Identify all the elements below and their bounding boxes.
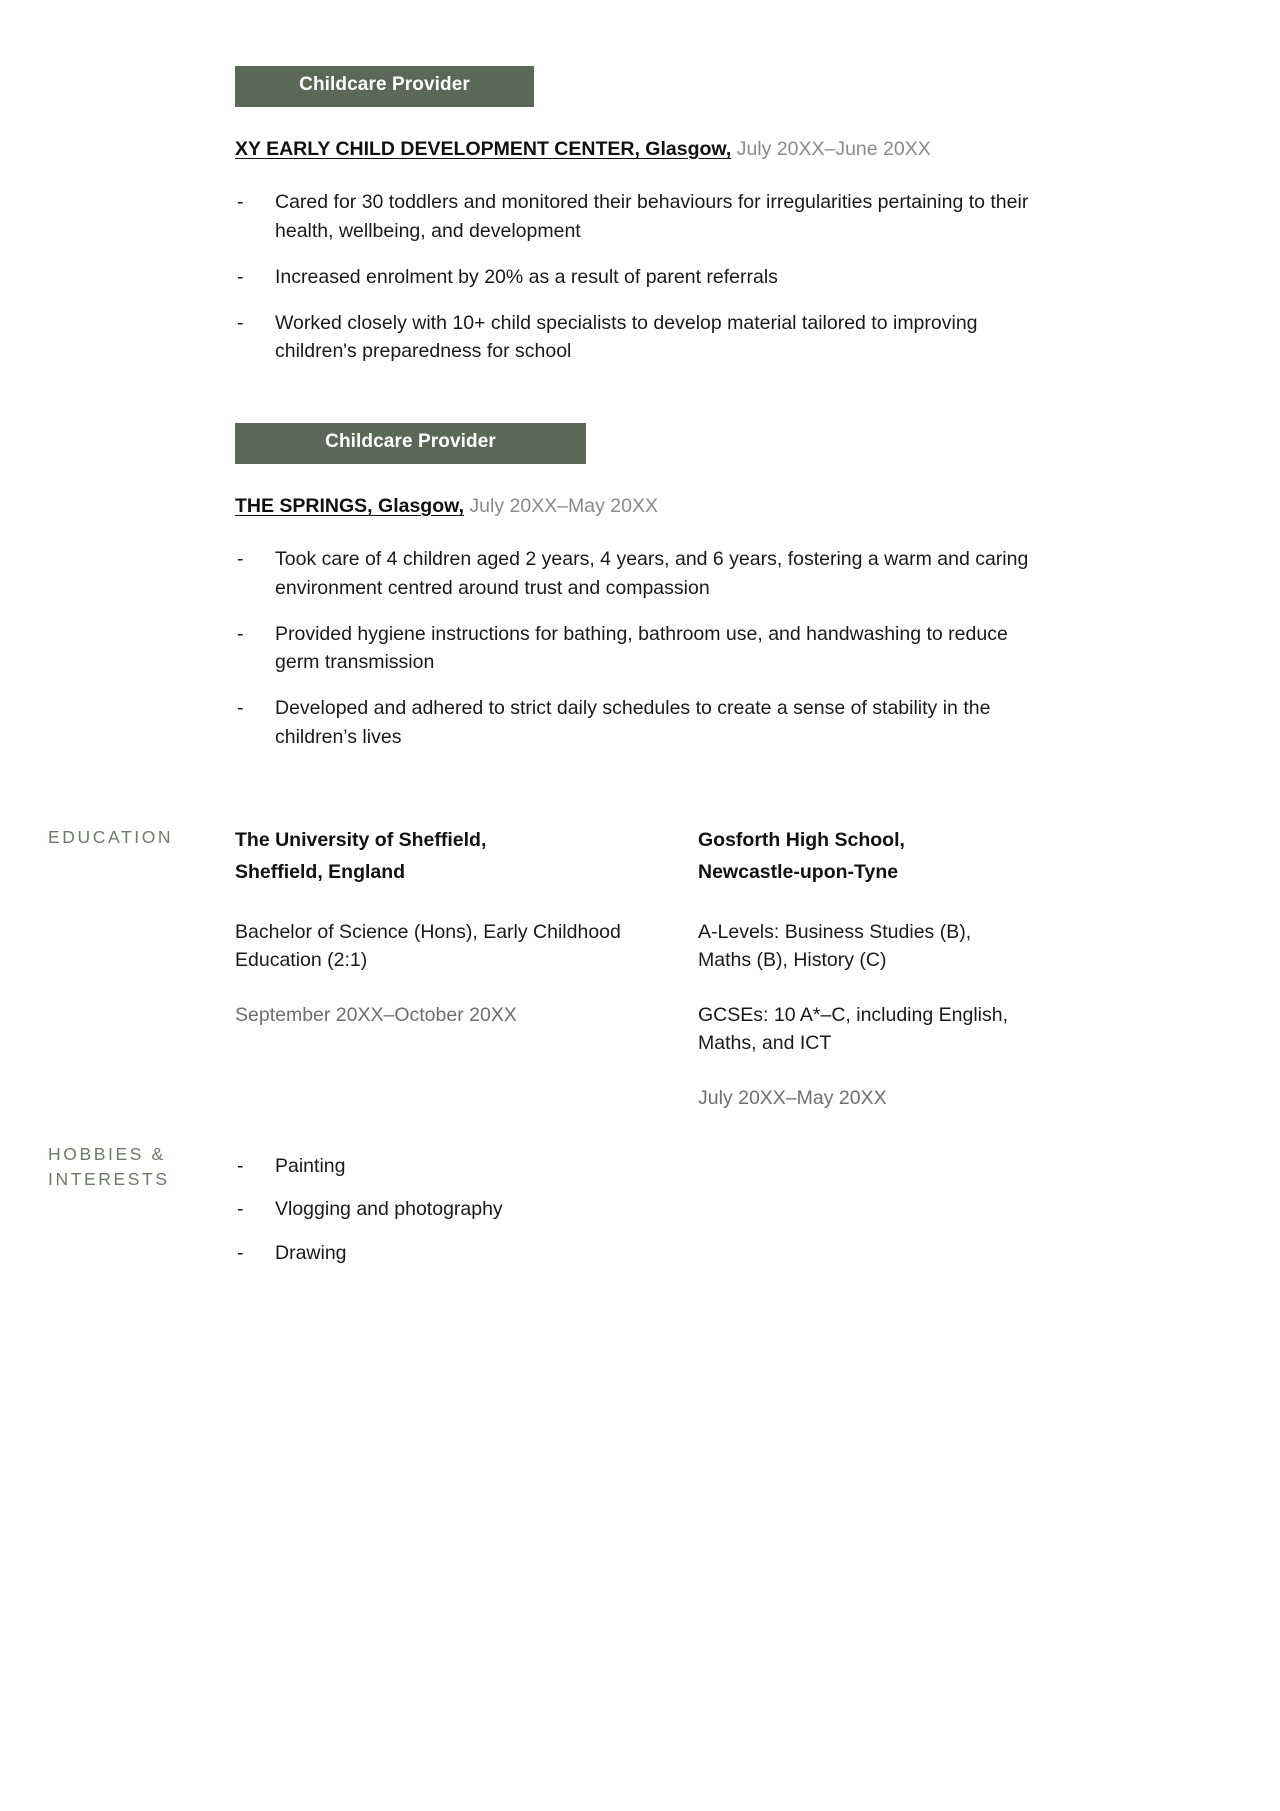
hobbies-list-wrapper xyxy=(235,1152,835,1267)
education-dates-2: July 20XX–May 20XX xyxy=(698,1087,887,1110)
bullet-dash: - xyxy=(237,1155,244,1177)
job-organisation-1: XY EARLY CHILD DEVELOPMENT CENTER, Glasgow, xyxy=(235,137,732,160)
education-entry-2 xyxy=(698,825,1038,1112)
bullet-text: Took care of 4 children aged 2 years, 4 years, and 6 years, fostering a warm and caring environment centred around trust and compassion xyxy=(275,548,1029,599)
list-item xyxy=(235,620,1055,677)
education-dates-1: September 20XX–October 20XX xyxy=(235,1003,517,1026)
bullet-text: Developed and adhered to strict daily schedules to create a sense of stability in the children’s lives xyxy=(275,697,991,748)
job-organisation-line-1 xyxy=(235,137,1035,161)
job-title-bar-1: Childcare Provider xyxy=(235,66,534,107)
hobbies-bullets xyxy=(235,1152,835,1267)
job-dates-1: July 20XX–June 20XX xyxy=(736,137,931,160)
education-institution-1-line1: The University of Sheffield, xyxy=(235,829,487,851)
bullet-text: Provided hygiene instructions for bathing, bathroom use, and handwashing to reduce germ transmission xyxy=(275,622,1008,674)
bullet-dash: - xyxy=(237,191,244,214)
education-detail-2: A-Levels: Business Studies (B), Maths (B), History (C) xyxy=(698,921,972,972)
list-item xyxy=(235,694,1055,751)
bullet-dash: - xyxy=(237,312,244,335)
job-title-bar-2: Childcare Provider xyxy=(235,423,586,464)
education-institution-1 xyxy=(235,825,655,888)
education-institution-1-line2: Sheffield, England xyxy=(235,860,406,883)
bullet-dash: - xyxy=(237,1198,244,1221)
bullet-dash: - xyxy=(237,1241,244,1264)
education-institution-2 xyxy=(698,825,1038,888)
bullet-text: Cared for 30 toddlers and monitored their behaviours for irregularities pertaining to their health, wellbeing, and development xyxy=(275,191,1029,242)
bullet-text: Drawing xyxy=(275,1241,347,1264)
experience-entry-2 xyxy=(235,423,1055,769)
bullet-dash: - xyxy=(237,622,244,645)
job-bullets-2 xyxy=(235,545,1055,751)
list-item xyxy=(235,263,1040,291)
list-item xyxy=(235,1152,835,1180)
bullet-dash: - xyxy=(237,265,244,288)
education-entry-1 xyxy=(235,825,655,1029)
list-item xyxy=(235,545,1055,602)
bullet-text: Painting xyxy=(275,1155,346,1177)
list-item xyxy=(235,1195,835,1223)
job-dates-2: July 20XX–May 20XX xyxy=(469,494,659,517)
list-item xyxy=(235,309,1040,366)
list-item xyxy=(235,188,1040,245)
bullet-text: Vlogging and photography xyxy=(275,1198,503,1221)
bullet-dash: - xyxy=(237,548,244,571)
job-bullets-1 xyxy=(235,188,1040,365)
job-organisation-line-2 xyxy=(235,494,1055,518)
education-detail-1: Bachelor of Science (Hons), Early Childhood Education (2:1) xyxy=(235,921,621,972)
education-institution-2-line1: Gosforth High School, xyxy=(698,829,905,851)
education-institution-2-line2: Newcastle-upon-Tyne xyxy=(698,860,899,883)
section-label-education: EDUCATION xyxy=(48,827,174,847)
experience-entry-1 xyxy=(235,66,1035,384)
education-detail-2b: GCSEs: 10 A*–C, including English, Maths, and ICT xyxy=(698,1003,1009,1054)
bullet-text: Increased enrolment by 20% as a result of parent referrals xyxy=(275,265,778,288)
bullet-dash: - xyxy=(237,697,244,720)
section-label-hobbies-line2: INTERESTS xyxy=(48,1169,170,1190)
bullet-text: Worked closely with 10+ child specialists to develop material tailored to improving children's preparedness for school xyxy=(275,312,978,363)
section-label-hobbies xyxy=(48,1142,170,1193)
section-label-hobbies-line1: HOBBIES & xyxy=(48,1144,166,1164)
list-item xyxy=(235,1239,835,1267)
job-organisation-2: THE SPRINGS, Glasgow, xyxy=(235,494,464,517)
